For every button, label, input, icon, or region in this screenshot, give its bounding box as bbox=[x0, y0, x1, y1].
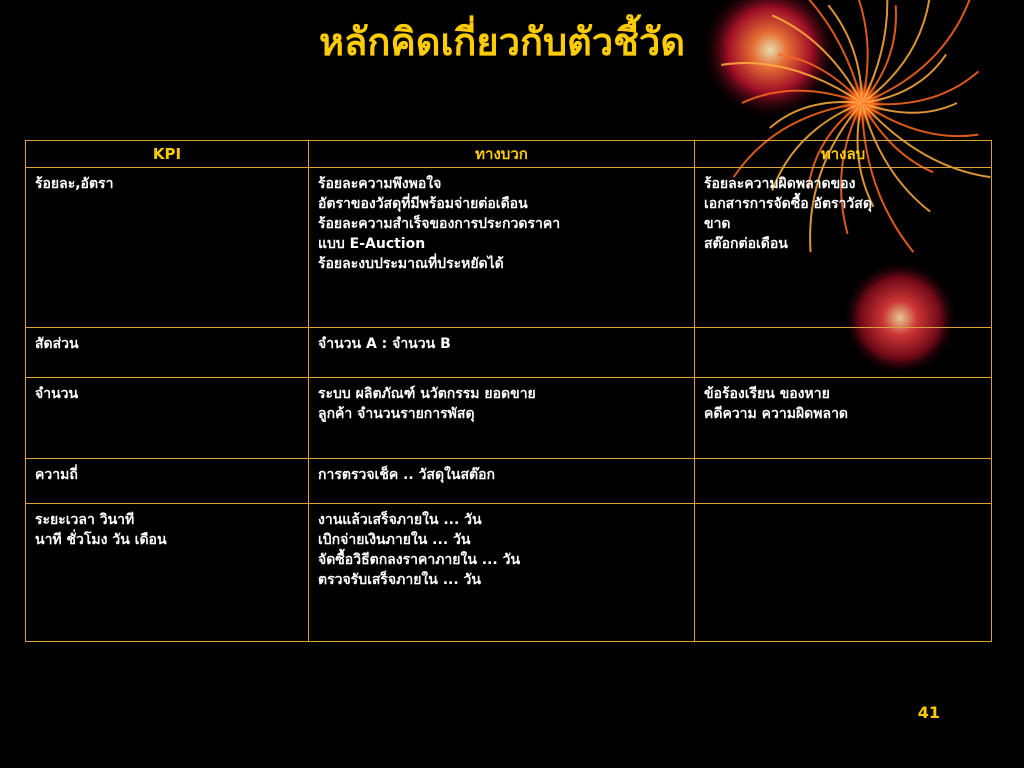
table-row bbox=[26, 378, 992, 459]
table-header-row bbox=[26, 141, 992, 168]
table-row bbox=[26, 328, 992, 378]
table-row bbox=[26, 504, 992, 642]
cell-positive: การตรวจเช็ค .. วัสดุในสต๊อก bbox=[309, 459, 695, 504]
cell-positive: จำนวน A : จำนวน B bbox=[309, 328, 695, 378]
cell-negative bbox=[695, 328, 992, 378]
cell-negative bbox=[695, 504, 992, 642]
kpi-table bbox=[25, 140, 992, 642]
table-row bbox=[26, 459, 992, 504]
cell-kpi: ความถี่ bbox=[26, 459, 309, 504]
header-negative: ทางลบ bbox=[695, 141, 992, 168]
header-positive: ทางบวก bbox=[309, 141, 695, 168]
cell-positive: ร้อยละความพึงพอใจ อัตราของวัสดุที่มีพร้อมจ่ายต่อเดือน ร้อยละความสำเร็จของการประกวดราคา แบบ E-Auction ร้อยละงบประมาณที่ประหยัดได้ bbox=[309, 168, 695, 328]
cell-kpi: จำนวน bbox=[26, 378, 309, 459]
table-row bbox=[26, 168, 992, 328]
cell-kpi: สัดส่วน bbox=[26, 328, 309, 378]
cell-negative: ร้อยละความผิดพลาดของ เอกสารการจัดซื้อ อัตราวัสดุ ขาด สต๊อกต่อเดือน bbox=[695, 168, 992, 328]
cell-negative bbox=[695, 459, 992, 504]
cell-negative: ข้อร้องเรียน ของหาย คดีความ ความผิดพลาด bbox=[695, 378, 992, 459]
cell-kpi: ระยะเวลา วินาที นาที ชั่วโมง วัน เดือน bbox=[26, 504, 309, 642]
cell-kpi: ร้อยละ,อัตรา bbox=[26, 168, 309, 328]
page-number: 41 bbox=[917, 703, 940, 722]
slide-title: หลักคิดเกี่ยวกับตัวชี้วัด bbox=[319, 20, 685, 64]
cell-positive: ระบบ ผลิตภัณฑ์ นวัตกรรม ยอดขาย ลูกค้า จำนวนรายการพัสดุ bbox=[309, 378, 695, 459]
header-kpi: KPI bbox=[26, 141, 309, 168]
cell-positive: งานแล้วเสร็จภายใน ... วัน เบิกจ่ายเงินภายใน ... วัน จัดซื้อวิธีตกลงราคาภายใน ... วัน ตรวจรับเสร็จภายใน ... วัน bbox=[309, 504, 695, 642]
